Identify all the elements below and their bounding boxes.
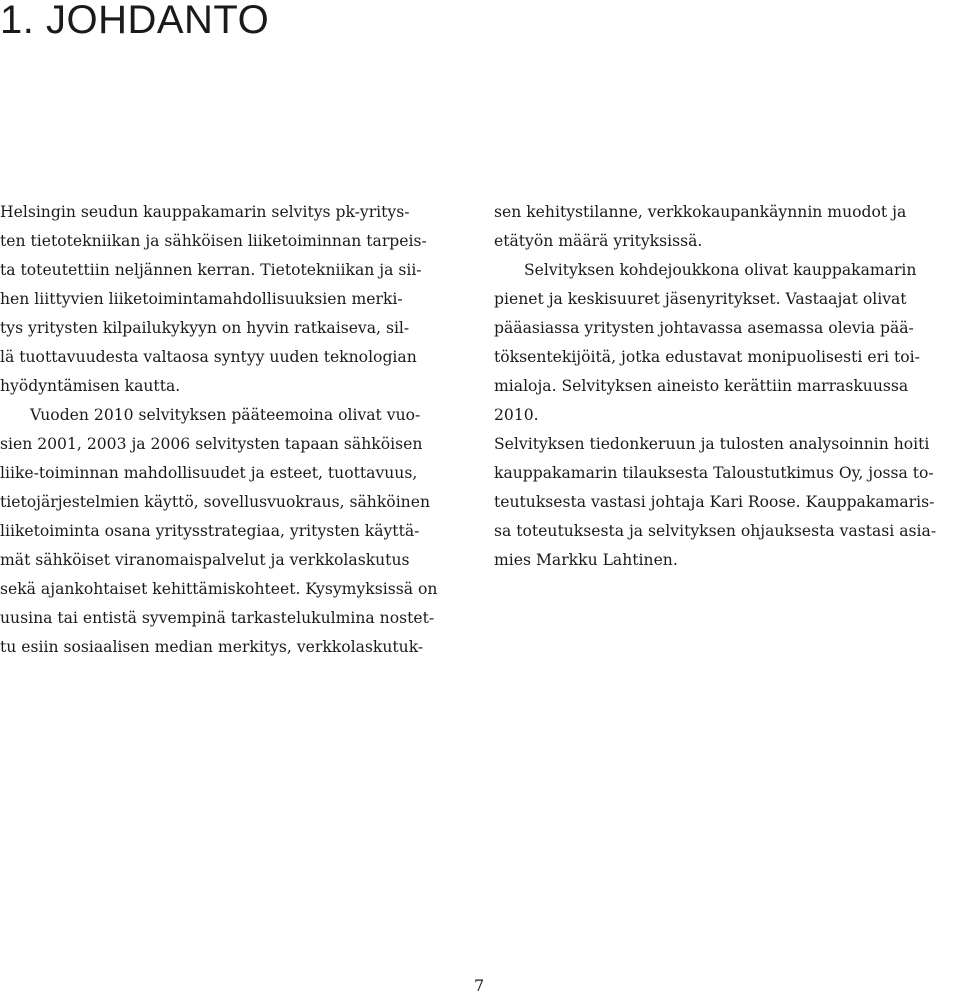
page-number: 7: [474, 976, 485, 995]
text-line: töksentekijöitä, jotka edustavat monipuolisesti eri toi-: [494, 348, 920, 366]
text-line: 2010.: [494, 406, 539, 424]
right-text-column: [494, 198, 960, 575]
text-line: tu esiin sosiaalisen median merkitys, verkkolaskutuk-: [0, 638, 424, 656]
left-text-column: [0, 198, 470, 662]
text-line: Helsingin seudun kauppakamarin selvitys pk-yritys-: [0, 203, 410, 221]
text-line: Selvityksen tiedonkeruun ja tulosten analysoinnin hoiti: [494, 435, 930, 453]
text-line: Selvityksen kohdejoukkona olivat kauppakamarin: [524, 261, 917, 279]
text-line: liike-toiminnan mahdollisuudet ja esteet, tuottavuus,: [0, 464, 418, 482]
text-line: liiketoiminta osana yritysstrategiaa, yritysten käyttä-: [0, 522, 420, 540]
text-line: hen liittyvien liiketoimintamahdollisuuksien merki-: [0, 290, 403, 308]
text-line: mialoja. Selvityksen aineisto kerättiin marraskuussa: [494, 377, 909, 395]
text-line: tietojärjestelmien käyttö, sovellusvuokraus, sähköinen: [0, 493, 430, 511]
text-line: tys yritysten kilpailukykyyn on hyvin ratkaiseva, sil-: [0, 319, 410, 337]
text-line: etätyön määrä yrityksissä.: [494, 232, 703, 250]
text-line: mies Markku Lahtinen.: [494, 551, 678, 569]
text-line: ten tietotekniikan ja sähköisen liiketoiminnan tarpeis-: [0, 232, 427, 250]
text-line: sekä ajankohtaiset kehittämiskohteet. Kysymyksissä on: [0, 580, 438, 598]
text-line: sien 2001, 2003 ja 2006 selvitysten tapaan sähköisen: [0, 435, 423, 453]
text-line: kauppakamarin tilauksesta Taloustutkimus Oy, jossa to-: [494, 464, 934, 482]
text-line: pääasiassa yritysten johtavassa asemassa olevia pää-: [494, 319, 914, 337]
text-line: teutuksesta vastasi johtaja Kari Roose. Kauppakamaris-: [494, 493, 935, 511]
text-line: sa toteutuksesta ja selvityksen ohjauksesta vastasi asia-: [494, 522, 937, 540]
text-line: uusina tai entistä syvempinä tarkastelukulmina nostet-: [0, 609, 435, 627]
text-line: Vuoden 2010 selvityksen pääteemoina olivat vuo-: [30, 406, 421, 424]
text-line: hyödyntämisen kautta.: [0, 377, 181, 395]
text-line: mät sähköiset viranomaispalvelut ja verkkolaskutus: [0, 551, 410, 569]
text-line: ta toteutettiin neljännen kerran. Tietotekniikan ja sii-: [0, 261, 422, 279]
text-line: sen kehitystilanne, verkkokaupankäynnin muodot ja: [494, 203, 907, 221]
page-title: 1. JOHDANTO: [0, 0, 270, 42]
text-line: pienet ja keskisuuret jäsenyritykset. Vastaajat olivat: [494, 290, 907, 308]
text-line: lä tuottavuudesta valtaosa syntyy uuden teknologian: [0, 348, 417, 366]
